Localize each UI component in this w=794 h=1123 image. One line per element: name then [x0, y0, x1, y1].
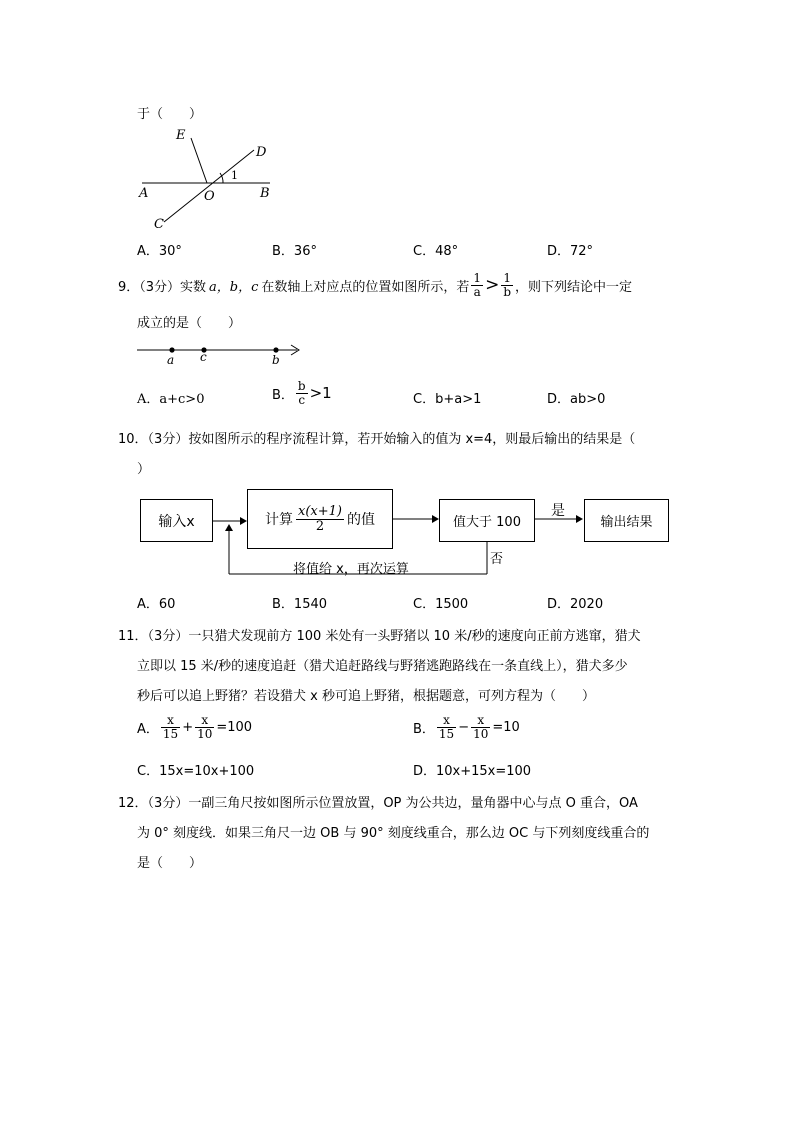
q9-stem-line2: 成立的是（ ）	[137, 316, 242, 331]
point-a	[169, 347, 174, 352]
q11-option-a-op: +	[182, 719, 194, 735]
q9-tail: ，则下列结论中一定	[515, 279, 633, 295]
flow-yes-label: 是	[551, 503, 565, 519]
flow-loop-label: 将值给 x，再次运算	[293, 562, 409, 577]
q9-mid: 在数轴上对应点的位置如图所示，若	[261, 279, 470, 295]
q11-option-b-frac1: $\frac{x}{15}$	[438, 713, 455, 741]
q11-option-b-op: −	[458, 719, 470, 735]
q10-option-c[interactable]: C．1500	[413, 597, 469, 612]
flow-condition-box	[439, 499, 535, 542]
q8-option-a[interactable]: A．30°	[137, 244, 182, 259]
label-B: B	[260, 186, 270, 201]
q11-stem-line3: 秒后可以追上野猪？若设猎犬 x 秒可追上野猪，根据题意，可列方程为（ ）	[137, 689, 595, 704]
q9-number-line	[134, 338, 304, 368]
q11-option-d[interactable]: D．10x+15x=100	[413, 764, 532, 779]
q9-option-b[interactable]	[272, 380, 332, 406]
q11-option-a-label: A．	[137, 721, 159, 737]
q11-option-b-rhs: =10	[492, 719, 520, 735]
label-A: A	[139, 186, 149, 201]
flow-input-label: 输入x	[158, 513, 195, 530]
q11-option-a-rhs: =100	[216, 719, 253, 735]
q11-stem-line1: 11．（3分）一只猎犬发现前方 100 米处有一头野猪以 10 米/秒的速度向正前方逃窜，猎犬	[118, 629, 641, 644]
flow-no-label: 否	[490, 552, 504, 567]
flow-calc-frac: $\frac{x(x+1)}{2}$	[298, 503, 342, 534]
label-c: c	[200, 350, 207, 364]
point-b	[273, 347, 278, 352]
flow-input-box	[140, 499, 213, 542]
q9-option-a[interactable]: A．a+c>0	[137, 392, 205, 407]
flow-calc-box	[247, 489, 393, 549]
label-D: D	[256, 145, 267, 160]
q8-option-c[interactable]: C．48°	[413, 244, 459, 259]
q9-vars: a，b，c	[209, 279, 259, 295]
q9-frac-1a: $\frac{1}{a}$	[473, 270, 482, 299]
q11-option-b-label: B．	[413, 721, 435, 737]
q9-option-c[interactable]: C．b+a>1	[413, 392, 482, 407]
q9-prefix: 9．（3分）实数	[118, 279, 207, 295]
q9-frac-1b: $\frac{1}{b}$	[503, 270, 511, 299]
q12-stem-line1: 12．（3分）一副三角尺按如图所示位置放置，OP 为公共边，量角器中心与点 O 重合，OA	[118, 796, 638, 811]
q11-option-c[interactable]: C．15x=10x+100	[137, 764, 255, 779]
q11-option-a-frac2: $\frac{x}{10}$	[197, 713, 213, 741]
q11-stem-line2: 立即以 15 米/秒的速度追赶（猎犬追赶路线与野猪逃跑路线在一条直线上），猎犬多少	[137, 659, 628, 674]
label-O: O	[204, 189, 215, 204]
flow-calc-pre: 计算	[265, 512, 293, 528]
q9-option-b-label: B．	[272, 387, 294, 403]
q9-stem-line1	[118, 268, 632, 302]
q8-option-b[interactable]: B．36°	[272, 244, 317, 259]
q9-option-b-tail: >1	[309, 384, 332, 403]
q11-option-a-frac1: $\frac{x}{15}$	[162, 713, 179, 741]
q10-option-b[interactable]: B．1540	[272, 597, 328, 612]
q8-option-d[interactable]: D．72°	[547, 244, 594, 259]
q9-gt: >	[485, 275, 500, 295]
flow-output-box	[584, 499, 669, 542]
label-angle-1: 1	[231, 169, 238, 182]
label-E: E	[176, 128, 186, 143]
flow-output-label: 输出结果	[600, 515, 653, 530]
label-C: C	[154, 217, 164, 232]
q8-angle-figure	[130, 122, 280, 232]
q10-option-a[interactable]: A．60	[137, 597, 176, 612]
q10-stem-line1: 10．（3分）按如图所示的程序流程计算，若开始输入的值为 x=4，则最后输出的结果是（	[118, 432, 636, 447]
q11-option-b[interactable]	[413, 714, 520, 740]
q8-stem-tail: 于（ ）	[137, 107, 203, 122]
q10-option-d[interactable]: D．2020	[547, 597, 604, 612]
q9-option-b-frac: $\frac{b}{c}$	[297, 379, 306, 407]
flow-calc-post: 的值	[346, 512, 375, 528]
q10-stem-line2: ）	[137, 462, 151, 477]
q12-stem-line3: 是（ ）	[137, 856, 203, 871]
flow-condition-label: 值大于 100	[453, 515, 521, 530]
q12-stem-line2: 为 0° 刻度线．如果三角尺一边 OB 与 90° 刻度线重合，那么边 OC 与下列刻度线重合的	[137, 826, 650, 841]
q9-option-d[interactable]: D．ab>0	[547, 392, 606, 407]
q11-option-b-frac2: $\frac{x}{10}$	[473, 713, 489, 741]
q11-option-a[interactable]	[137, 714, 252, 740]
label-a: a	[167, 353, 175, 367]
label-b: b	[272, 353, 280, 367]
